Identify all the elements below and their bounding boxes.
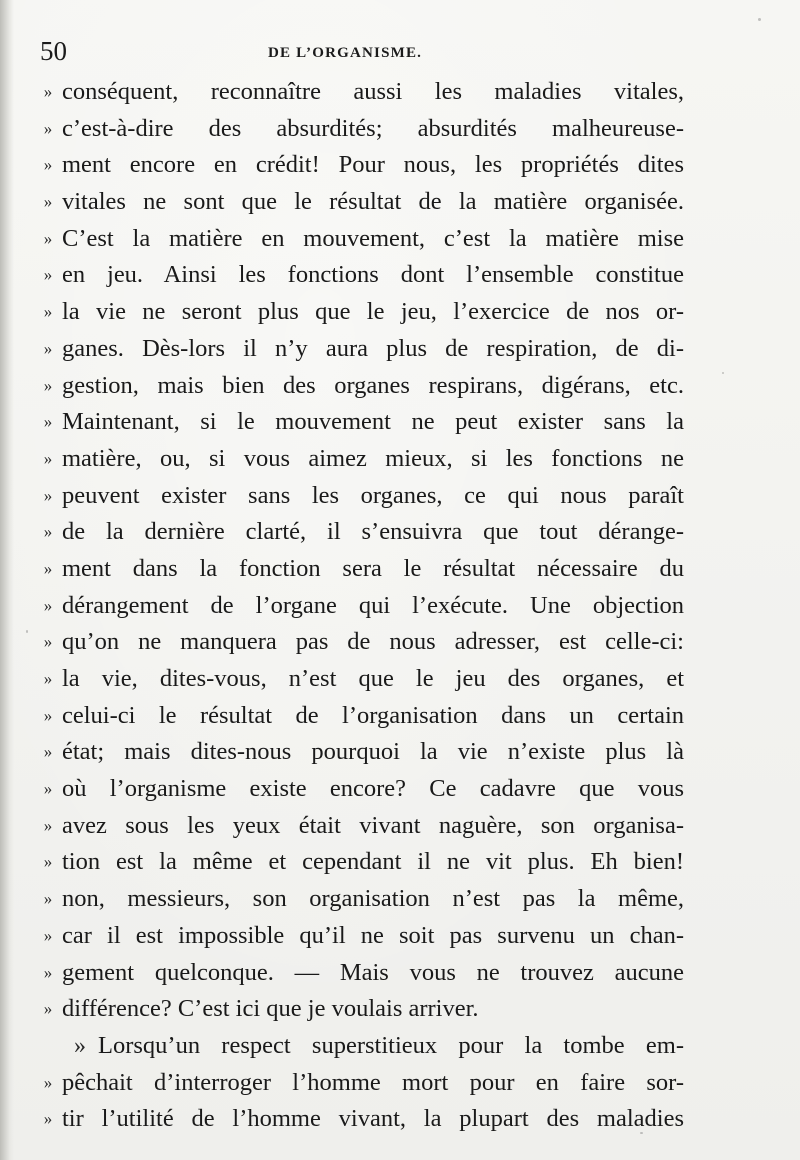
line-text: qu’on ne manquera pas de nous adresser, est celle-ci:: [62, 628, 684, 656]
paper-speck: [640, 1132, 643, 1134]
quote-marker: »: [43, 962, 53, 982]
quote-marker: »: [43, 522, 53, 542]
line-text: de la dernière clarté, il s’ensuivra que tout dérange-: [62, 518, 684, 546]
line-text: en jeu. Ainsi les fonctions dont l’ensemble constitue: [62, 261, 684, 289]
quote-marker: »: [43, 632, 53, 652]
quote-marker: »: [43, 155, 53, 175]
text-line: [36, 771, 684, 808]
text-line: [36, 588, 684, 625]
quote-marker: »: [43, 1072, 53, 1092]
quote-marker: »: [43, 889, 53, 909]
quote-marker: »: [43, 412, 53, 432]
paper-speck: [26, 630, 28, 633]
text-line: [36, 844, 684, 881]
line-text: ganes. Dès-lors il n’y aura plus de respiration, de di-: [62, 334, 684, 362]
text-line: [36, 955, 684, 992]
line-text: avez sous les yeux était vivant naguère, son organisa-: [62, 811, 684, 839]
text-line: [36, 991, 684, 1028]
text-line: [36, 147, 684, 184]
page-edge-shadow: [0, 0, 14, 1160]
quote-marker: »: [43, 82, 53, 101]
text-line: [36, 661, 684, 698]
text-line: [36, 441, 684, 478]
quote-marker: »: [43, 338, 53, 358]
text-line: [36, 1065, 684, 1102]
line-text: celui-ci le résultat de l’organisation dans un certain: [62, 701, 684, 729]
quote-marker: »: [43, 705, 53, 725]
line-text: conséquent, reconnaître aussi les maladies vitales,: [62, 78, 684, 105]
line-text: pêchait d’interroger l’homme mort pour en faire sor-: [62, 1068, 684, 1096]
page-header: [40, 34, 740, 68]
line-text: état; mais dites-nous pourquoi la vie n’existe plus là: [62, 738, 684, 766]
text-line: [36, 1028, 684, 1065]
text-line: [36, 698, 684, 735]
line-text: C’est la matière en mouvement, c’est la matière mise: [62, 224, 684, 252]
text-line: [36, 74, 684, 111]
text-line: [36, 404, 684, 441]
quote-marker: »: [43, 925, 53, 945]
line-text: Maintenant, si le mouvement ne peut exister sans la: [62, 408, 684, 436]
text-line: [36, 734, 684, 771]
text-line: [36, 478, 684, 515]
line-text: gestion, mais bien des organes respirans, digérans, etc.: [62, 371, 684, 399]
quote-marker: »: [43, 852, 53, 872]
text-line: [36, 551, 684, 588]
text-line: [36, 184, 684, 221]
line-text: ment encore en crédit! Pour nous, les propriétés dites: [62, 151, 684, 179]
line-text: tir l’utilité de l’homme vivant, la plupart des maladies: [62, 1105, 684, 1133]
quote-marker: »: [43, 558, 53, 578]
line-text: où l’organisme existe encore? Ce cadavre que vous: [62, 775, 684, 803]
quote-marker: »: [43, 448, 53, 468]
running-head: DE L’ORGANISME.: [268, 45, 423, 61]
line-text: la vie, dites-vous, n’est que le jeu des organes, et: [62, 665, 684, 692]
line-text: car il est impossible qu’il ne soit pas survenu un chan-: [62, 921, 684, 949]
text-line: [36, 257, 684, 294]
line-text: vitales ne sont que le résultat de la matière organisée.: [62, 188, 684, 216]
text-line: [36, 514, 684, 551]
line-text: dérangement de l’organe qui l’exécute. Une objection: [62, 591, 684, 619]
quote-marker: »: [43, 228, 53, 248]
line-text: matière, ou, si vous aimez mieux, si les fonctions ne: [62, 444, 684, 472]
line-text: peuvent exister sans les organes, ce qui nous paraît: [62, 481, 684, 509]
line-text: Lorsqu’un respect superstitieux pour la tombe em-: [98, 1031, 684, 1059]
text-line: [36, 331, 684, 368]
text-line: [36, 111, 684, 148]
text-line: [36, 918, 684, 955]
line-text: ment dans la fonction sera le résultat nécessaire du: [62, 554, 684, 582]
quote-marker: »: [43, 815, 53, 835]
quote-marker: »: [43, 375, 53, 395]
paper-speck: [722, 372, 724, 374]
text-line: [36, 368, 684, 405]
line-text: tion est la même et cependant il ne vit plus. Eh bien!: [62, 848, 684, 876]
text-line: [36, 221, 684, 258]
body-text: [36, 74, 684, 1138]
text-line: [36, 1101, 684, 1138]
text-line: [36, 294, 684, 331]
paper-speck: [758, 18, 761, 21]
quote-marker: »: [43, 595, 53, 615]
line-text: la vie ne seront plus que le jeu, l’exercice de nos or-: [62, 298, 684, 326]
line-text: gement quelconque. — Mais vous ne trouvez aucune: [62, 958, 684, 986]
quote-marker: »: [43, 302, 53, 322]
line-text: non, messieurs, son organisation n’est pas la même,: [62, 885, 684, 913]
quote-marker: »: [43, 779, 53, 799]
quote-marker: »: [43, 118, 53, 138]
quote-marker: »: [74, 1032, 86, 1059]
page-number: 50: [40, 36, 67, 66]
quote-marker: »: [43, 265, 53, 285]
text-line: [36, 808, 684, 845]
text-line: [36, 881, 684, 918]
line-text: différence? C’est ici que je voulais arriver.: [62, 995, 479, 1023]
quote-marker: »: [43, 1109, 53, 1129]
quote-marker: »: [43, 669, 53, 688]
text-line: [36, 624, 684, 661]
quote-marker: »: [43, 999, 53, 1019]
line-text: c’est-à-dire des absurdités; absurdités malheureuse-: [62, 114, 684, 142]
quote-marker: »: [43, 192, 53, 212]
quote-marker: »: [43, 742, 53, 762]
quote-marker: »: [43, 485, 53, 505]
